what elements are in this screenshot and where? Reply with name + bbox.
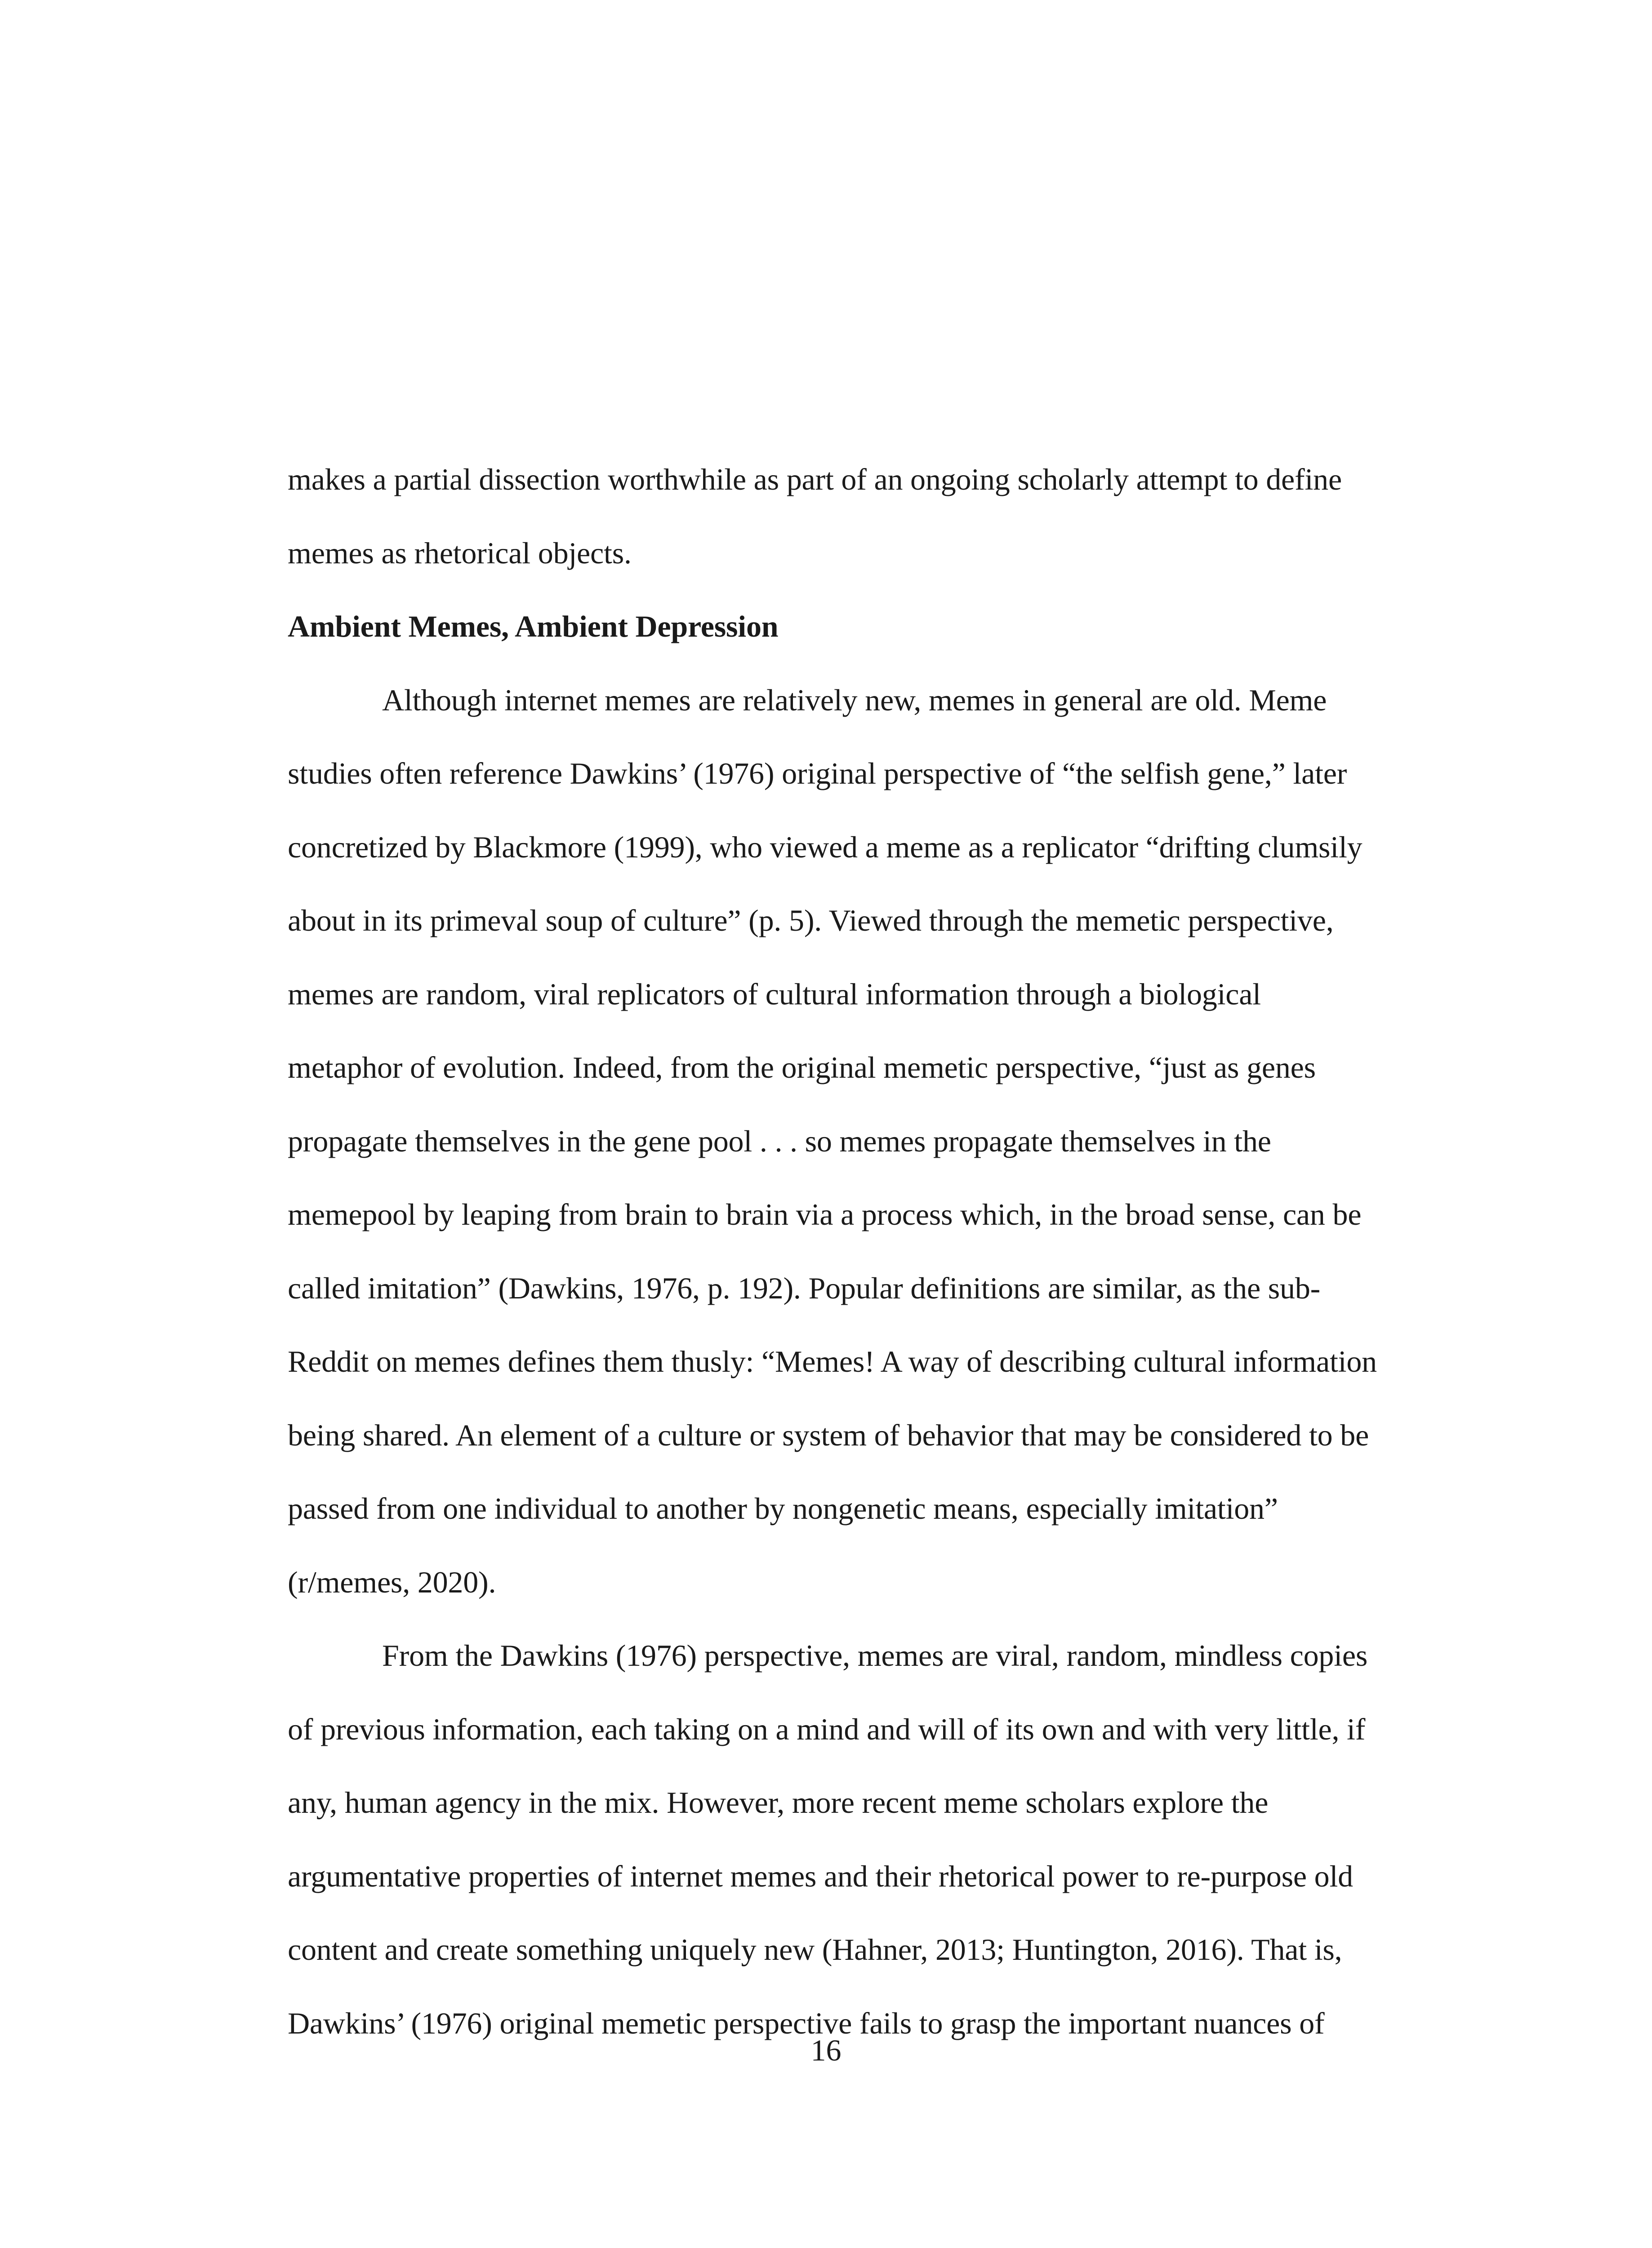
paragraph-line: Reddit on memes defines them thusly: “Memes! A way of describing cultural information — [288, 1344, 1377, 1378]
paragraph-line: about in its primeval soup of culture” (p. 5). Viewed through the memetic perspective, — [288, 903, 1334, 937]
paragraph-line: called imitation” (Dawkins, 1976, p. 192). Popular definitions are similar, as the sub- — [288, 1271, 1321, 1305]
paragraph-line: passed from one individual to another by nongenetic means, especially imitation” — [288, 1491, 1278, 1525]
paragraph-line: concretized by Blackmore (1999), who viewed a meme as a replicator “drifting clumsily — [288, 830, 1363, 864]
paragraph-line: memes are random, viral replicators of cultural information through a biological — [288, 977, 1261, 1011]
paragraph-line: (r/memes, 2020). — [288, 1565, 496, 1599]
section-heading: Ambient Memes, Ambient Depression — [288, 609, 779, 643]
paragraph-line: of previous information, each taking on a mind and will of its own and with very little, if — [288, 1712, 1366, 1746]
paragraph-line: argumentative properties of internet memes and their rhetorical power to re-purpose old — [288, 1859, 1353, 1893]
paragraph-line: content and create something uniquely new (Hahner, 2013; Huntington, 2016). That is, — [288, 1932, 1342, 1967]
paragraph-line: metaphor of evolution. Indeed, from the original memetic perspective, “just as genes — [288, 1050, 1316, 1084]
paragraph-line: From the Dawkins (1976) perspective, memes are viral, random, mindless copies — [382, 1638, 1368, 1673]
paragraph-line: Although internet memes are relatively new, memes in general are old. Meme — [382, 682, 1327, 717]
paragraph-line: Dawkins’ (1976) original memetic perspective fails to grasp the important nuances of — [288, 2006, 1325, 2040]
body-text — [288, 443, 1438, 2060]
paragraph-line: studies often reference Dawkins’ (1976) original perspective of “the selfish gene,” later — [288, 756, 1347, 790]
text-line: makes a partial dissection worthwhile as part of an ongoing scholarly attempt to define — [288, 462, 1342, 496]
paragraph-line: memepool by leaping from brain to brain via a process which, in the broad sense, can be — [288, 1197, 1362, 1231]
paragraph-line: propagate themselves in the gene pool . . . so memes propagate themselves in the — [288, 1124, 1271, 1158]
text-line: memes as rhetorical objects. — [288, 535, 632, 570]
paragraph-line: being shared. An element of a culture or system of behavior that may be considered to be — [288, 1418, 1369, 1452]
page-number: 16 — [810, 2033, 842, 2067]
paragraph-line: any, human agency in the mix. However, more recent meme scholars explore the — [288, 1785, 1269, 1820]
